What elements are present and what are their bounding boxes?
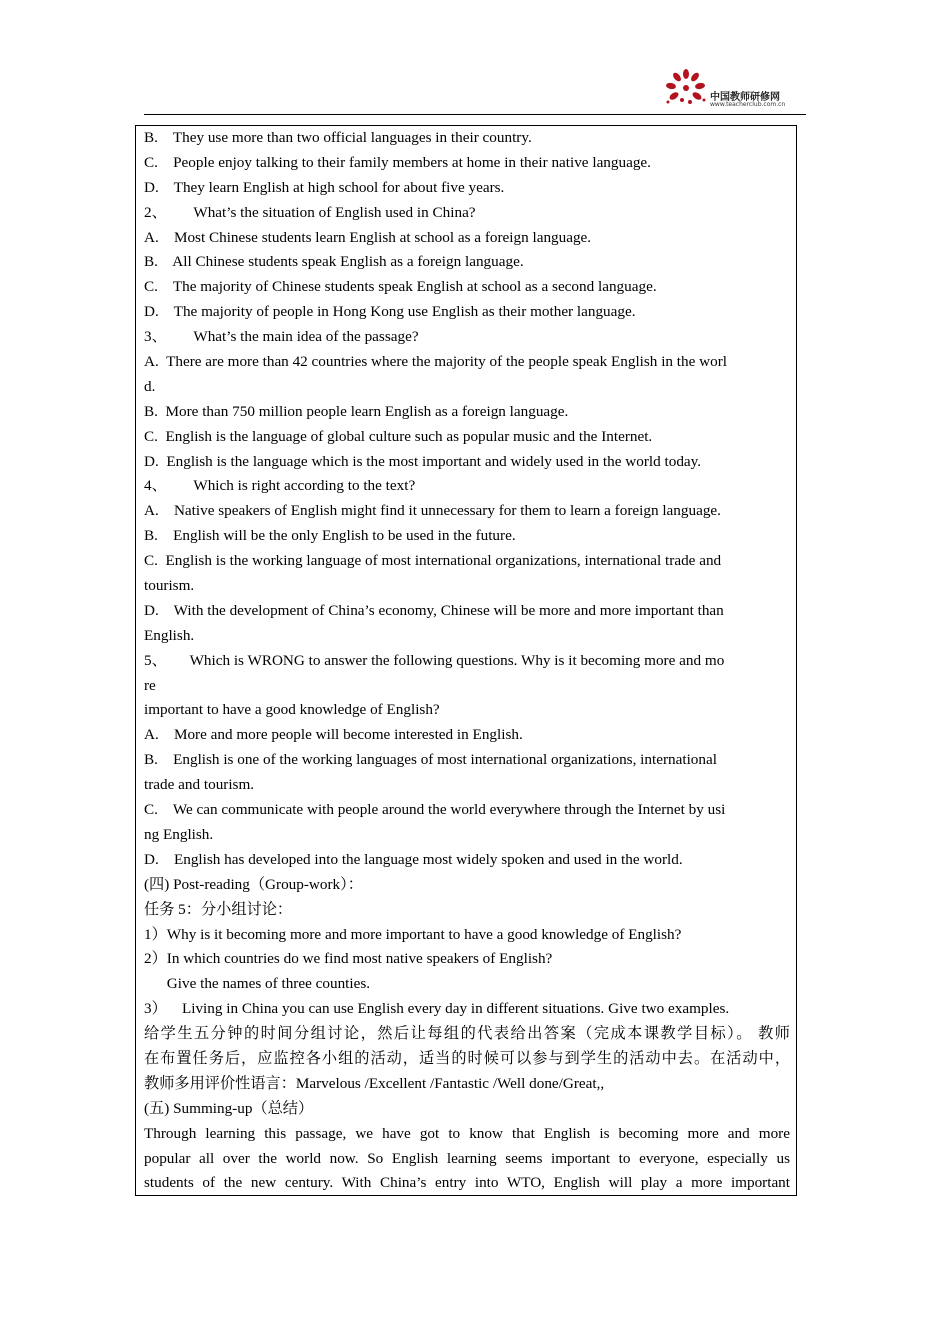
question-heading: 5、 Which is WRONG to answer the following questions. Why is it becoming more and mo — [144, 651, 725, 669]
flower-logo-icon — [662, 68, 710, 112]
section-heading: (五) Summing-up（总结） — [144, 1099, 314, 1117]
text-line: Through learning this passage, we have got to know that English is becoming more and more — [144, 1124, 790, 1142]
text-line: B. All Chinese students speak English as a foreign language. — [144, 253, 524, 271]
text-line: D. They learn English at high school for about five years. — [144, 178, 505, 196]
text-line: ng English. — [144, 825, 214, 843]
text-line: tourism. — [144, 577, 195, 595]
text-line: 在布置任务后，应监控各小组的活动，适当的时候可以参与到学生的活动中去。在活动中， — [144, 1049, 790, 1067]
text-line: 2）In which countries do we find most native speakers of English? — [144, 950, 553, 968]
text-line: A. Native speakers of English might find it unnecessary for them to learn a foreign language. — [144, 502, 721, 520]
text-line: 给学生五分钟的时间分组讨论，然后让每组的代表给出答案（完成本课教学目标）。 教师 — [144, 1025, 790, 1043]
text-line: C. The majority of Chinese students speak English at school as a second language. — [144, 278, 657, 296]
text-line: D. The majority of people in Hong Kong use English as their mother language. — [144, 303, 636, 321]
text-line: D. With the development of China’s economy, Chinese will be more and more important than — [144, 601, 724, 619]
text-line: A. There are more than 42 countries where the majority of the people speak English in the worl — [144, 353, 727, 371]
text-line: B. More than 750 million people learn English as a foreign language. — [144, 402, 569, 420]
text-line: important to have a good knowledge of English? — [144, 701, 440, 719]
logo-brand-text: 中国教师研修网 — [710, 92, 780, 103]
header-rule — [144, 114, 806, 115]
text-line: C. We can communicate with people around the world everywhere through the Internet by usi — [144, 801, 726, 819]
text-line: A. Most Chinese students learn English at school as a foreign language. — [144, 228, 592, 246]
text-line: C. English is the working language of most international organizations, international trade and — [144, 552, 722, 570]
text-line: D. English is the language which is the most important and widely used in the world today. — [144, 452, 702, 470]
text-line: C. English is the language of global culture such as popular music and the Internet. — [144, 427, 653, 445]
text-line: B. They use more than two official languages in their country. — [144, 129, 532, 146]
text-line: d. — [144, 377, 156, 395]
lesson-plan-body — [144, 126, 790, 1196]
text-line: 教师多用评价性语言：Marvelous /Excellent /Fantastic /Well done/Great,, — [144, 1074, 605, 1092]
question-heading: 3、 What’s the main idea of the passage? — [144, 328, 419, 346]
question-heading: 2、 What’s the situation of English used in China? — [144, 203, 476, 221]
text-line: students of the new century. With China’s entry into WTO, English will play a more important — [144, 1174, 790, 1192]
text-line: English. — [144, 626, 195, 644]
text-line: C. People enjoy talking to their family members at home in their native language. — [144, 153, 651, 171]
text-line: trade and tourism. — [144, 776, 255, 794]
site-logo — [662, 68, 806, 112]
text-line: D. English has developed into the language most widely spoken and used in the world. — [144, 850, 683, 868]
question-heading: 4、 Which is right according to the text? — [144, 477, 416, 495]
text-line: A. More and more people will become interested in English. — [144, 726, 523, 744]
task-heading: 任务 5：分小组讨论： — [144, 900, 293, 918]
text-line: re — [144, 676, 156, 694]
text-line: 1）Why is it becoming more and more important to have a good knowledge of English? — [144, 925, 682, 943]
text-line: B. English will be the only English to be used in the future. — [144, 527, 516, 545]
text-line: Give the names of three counties. — [144, 975, 371, 993]
text-line: popular all over the world now. So English learning seems important to everyone, especially us — [144, 1149, 790, 1167]
section-heading: (四) Post-reading（Group-work）： — [144, 875, 363, 893]
text-line: B. English is one of the working languages of most international organizations, international — [144, 751, 717, 769]
logo-url-text: www.teacherclub.com.cn — [710, 101, 786, 108]
text-line: 3） Living in China you can use English every day in different situations. Give two examples. — [144, 1000, 730, 1018]
